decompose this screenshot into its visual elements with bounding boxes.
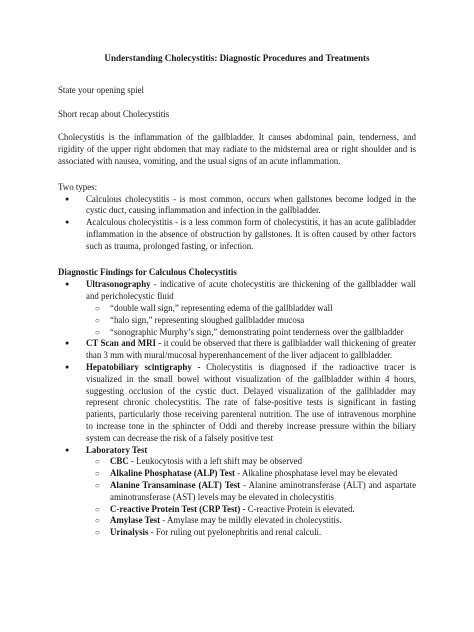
finding-label: Hepatobiliary scintigraphy -	[86, 361, 201, 372]
finding-ultrasonography	[58, 279, 416, 303]
finding-ct-mri	[58, 338, 416, 362]
lab-test-item: ○ CBC - Leukocytosis with a left shift may be observed	[58, 456, 416, 468]
lab-test-item: ○ C-reactive Protein Test (CRP Test) - C-reactive Protein is elevated.	[58, 504, 416, 516]
finding-text: - indicative of acute cholecystitis are thickening of the gallbladder wall and pericholecystic fluid	[86, 279, 416, 302]
types-heading: Two types:	[58, 181, 98, 192]
sign-item: ○ “double wall sign,” representing edema of the gallbladder wall	[58, 303, 416, 315]
type-item-calculous: ● Calculous cholecystitis - is most common, occurs when gallstones become lodged in the cystic duct, causing inflammation and infection in the gallbladder.	[58, 194, 416, 218]
findings-heading: Diagnostic Findings for Calculous Cholecystitis	[58, 266, 237, 277]
finding-text: it could be observed that there is gallbladder wall thickening of greater than 3 mm with mural/mucosal hyperenhancement of the liver adjacent to gallbladder.	[86, 338, 417, 361]
type-item-acalculous: ● Acalculous cholecystitis - is a less common form of cholecystitis, it has an acute gallbladder inflammation in the absence of obstruction by gallstones. It is often caused by other factors such as trauma, prolonged fasting, or infection.	[58, 217, 416, 252]
recap-line: Short recap about Cholecystitis	[58, 108, 170, 119]
opening-spiel-line: State your opening spiel	[58, 84, 145, 95]
lab-test-item: ○ Alkaline Phosphatase (ALP) Test - Alkaline phosphatase level may be elevated	[58, 468, 416, 480]
lab-test-item: ○ Urinalysis - For ruling out pyelonephritis and renal calculi.	[58, 527, 416, 539]
finding-label: Ultrasonography	[86, 279, 151, 290]
lab-test-item: ○ Alanine Transaminase (ALT) Test - Alanine aminotransferase (ALT) and aspartate aminotransferase (AST) levels may be elevated in cholecystitis	[58, 480, 416, 504]
findings-list	[58, 279, 416, 539]
finding-label: Laboratory Test	[86, 444, 148, 455]
finding-hida	[58, 362, 416, 445]
sign-item: ○ “halo sign,” representing sloughed gallbladder mucosa	[58, 315, 416, 327]
definition-paragraph: Cholecystitis is the inflammation of the gallbladder. It causes abdominal pain, tenderness, and rigidity of the upper right abdomen that may radiate to the midsternal area or right shoulder and is associated with nausea, vomiting, and the usual signs of an acute inflammation.	[58, 132, 416, 166]
lab-test-item: ○ Amylase Test - Amylase may be mildly elevated in cholecystitis.	[58, 515, 416, 527]
document-title: Understanding Cholecystitis: Diagnostic Procedures and Treatments	[104, 53, 370, 63]
sign-item: ○ “sonographic Murphy’s sign,” demonstrating point tenderness over the gallbladder	[58, 327, 416, 339]
types-list	[58, 194, 416, 253]
finding-lab	[58, 445, 416, 457]
finding-text: Cholecystitis is diagnosed if the radioactive tracer is visualized in the small bowel without visualization of the gallbladder within 4 hours, suggesting occlusion of the cystic duct. Delayed visualization of the gallbladder may represent chronic cholecystitis. The rate of false-positive tests is significant in fasting patients, particularly those receiving parenteral nutrition. The use of intravenous morphine to increase tone in the sphincter of Oddi and thereby increase pressure within the biliary system can decrease the risk of a falsely positive test	[86, 361, 416, 443]
finding-label: CT Scan and MRI -	[86, 338, 162, 349]
